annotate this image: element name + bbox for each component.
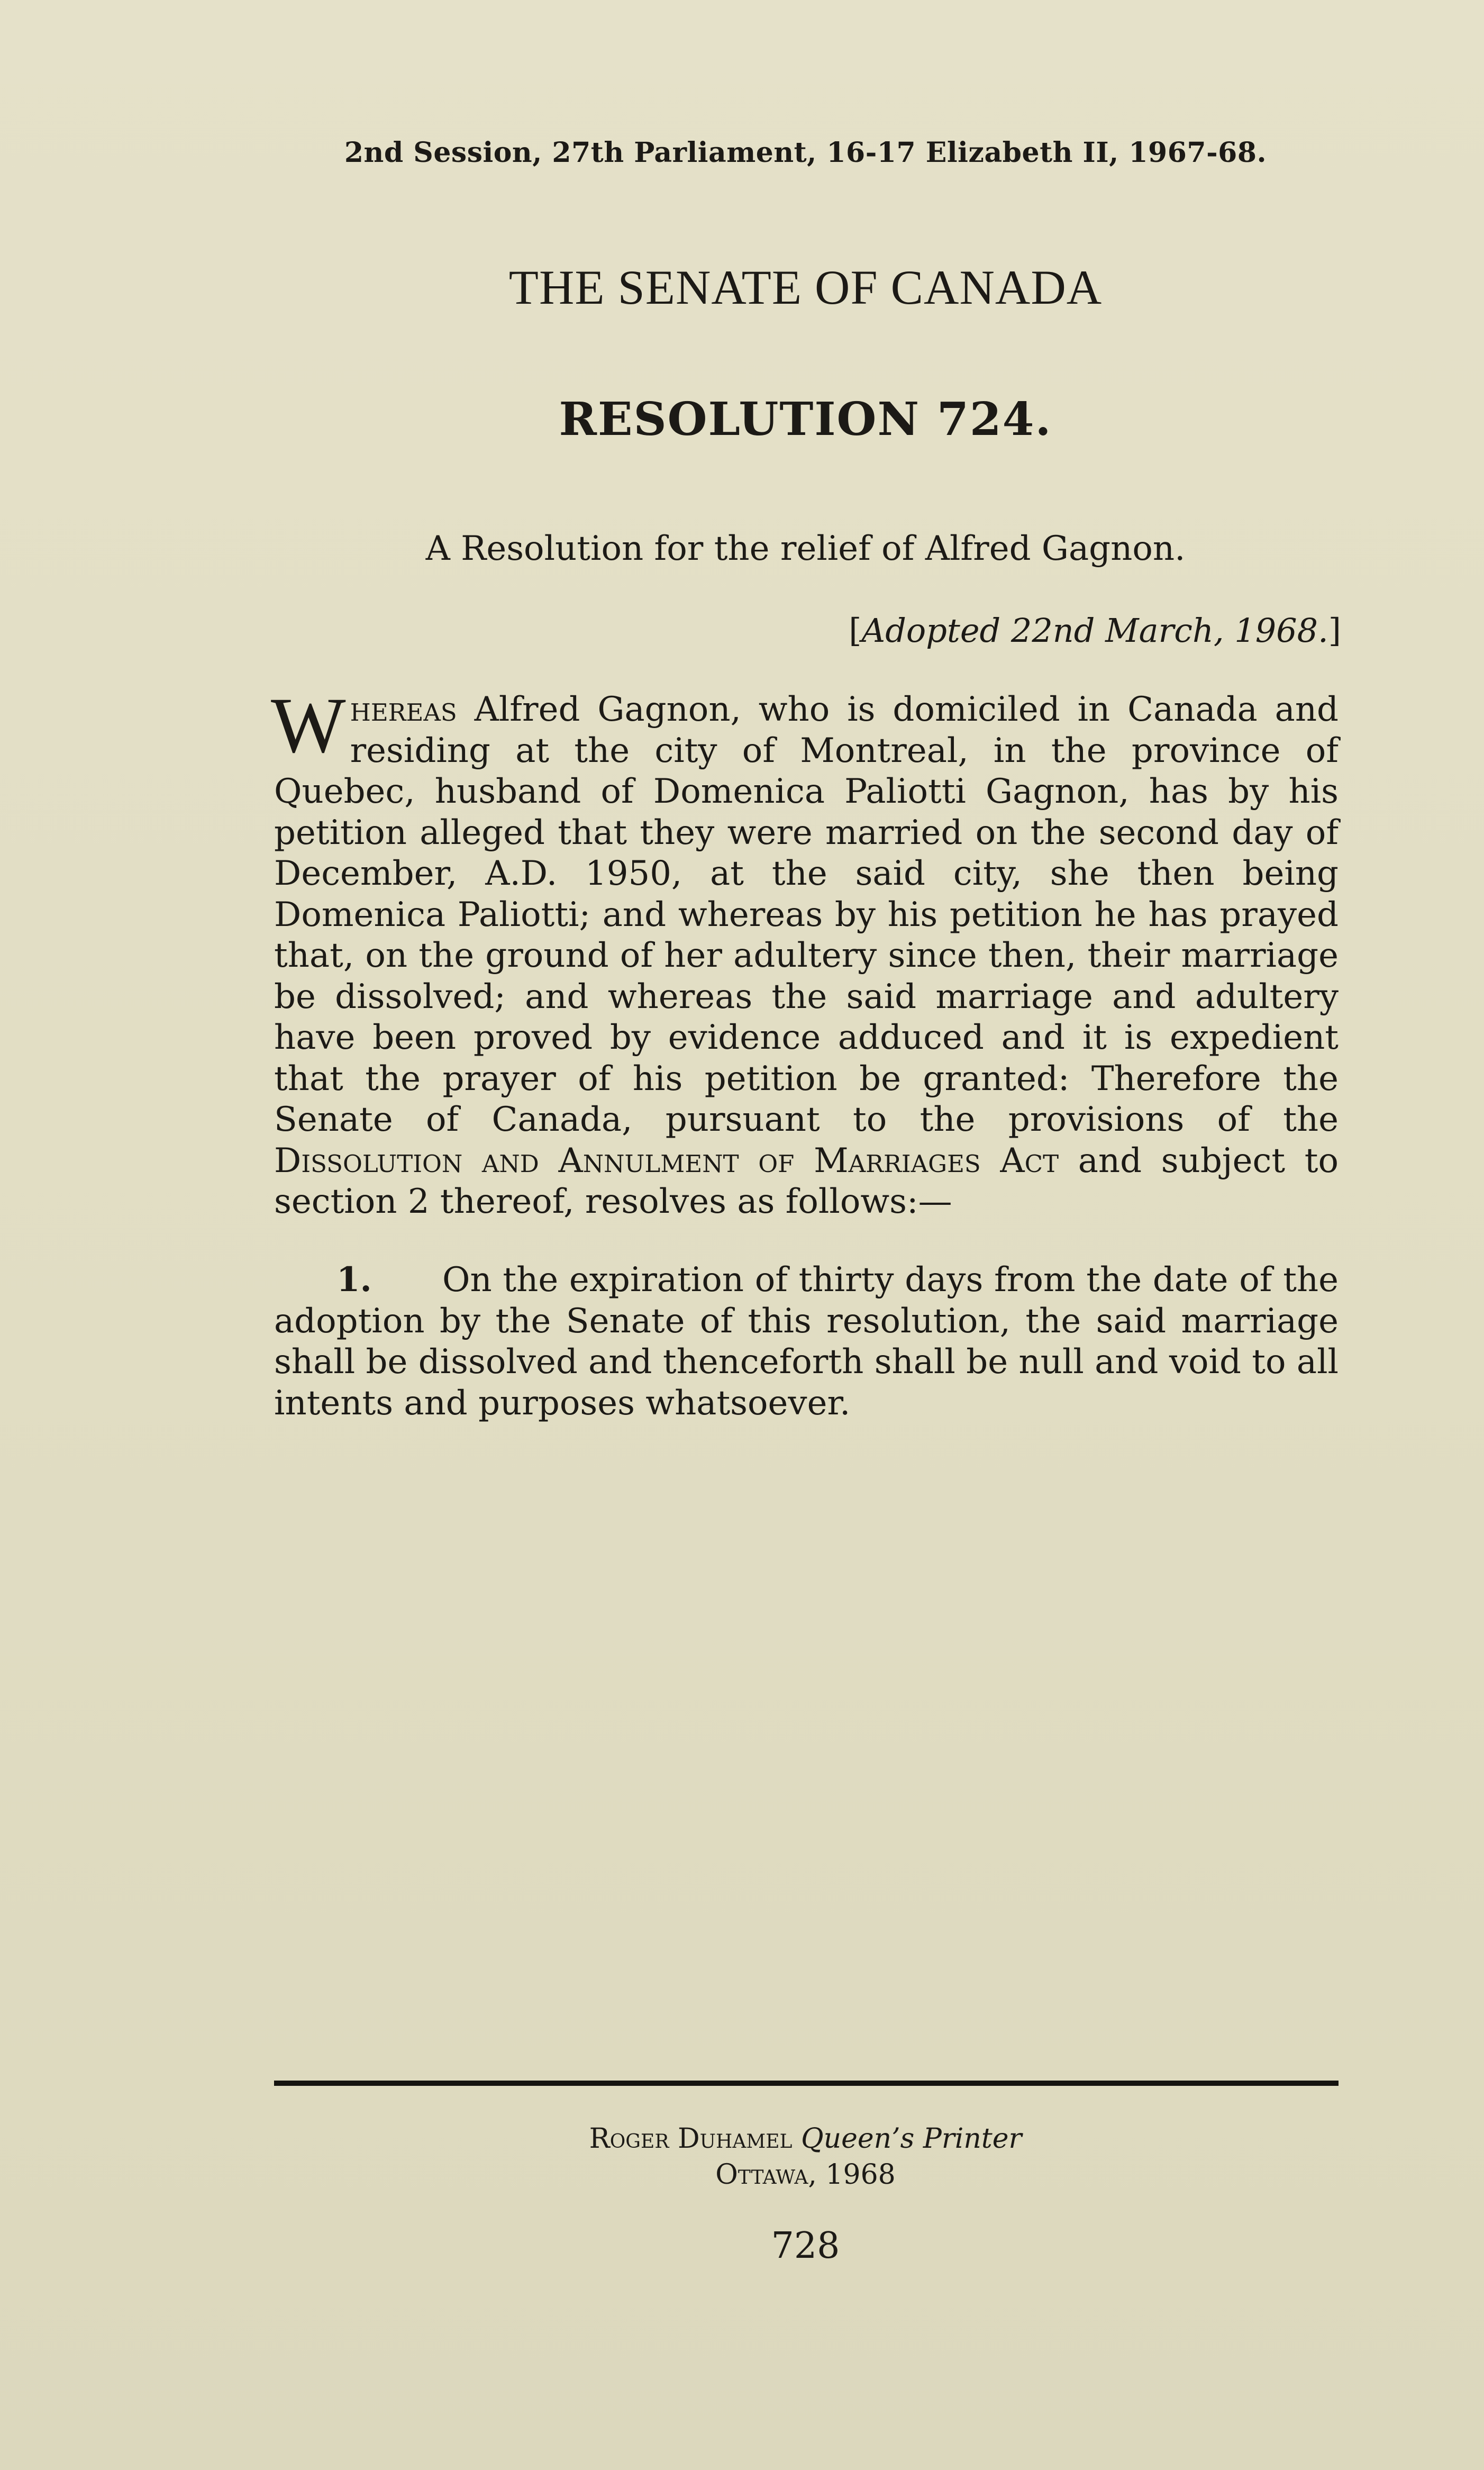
footer-rule xyxy=(274,2081,1339,2086)
resolution-subtitle: A Resolution for the relief of Alfred Gagnon. xyxy=(425,529,1186,568)
adoption-date-text: Adopted 22nd March, 1968. xyxy=(861,611,1328,650)
section-1-paragraph xyxy=(274,1259,1339,1424)
adoption-date xyxy=(849,611,1341,650)
section-number: 1. xyxy=(336,1260,372,1300)
printer-title: Queen’s Printer xyxy=(800,2123,1022,2155)
printer-location xyxy=(0,2159,1484,2191)
preamble-lead-word: hereas xyxy=(350,690,457,729)
session-header: 2nd Session, 27th Parliament, 16-17 Elizabeth II, 1967-68. xyxy=(344,137,1267,169)
printer-name: Roger Duhamel xyxy=(589,2123,793,2155)
adoption-bracket-open: [ xyxy=(849,611,862,650)
printer-year: , 1968 xyxy=(808,2159,896,2191)
printer-city: Ottawa xyxy=(715,2159,808,2191)
adoption-bracket-close: ] xyxy=(1328,611,1341,650)
printer-credit xyxy=(0,2123,1484,2155)
section-text: On the expiration of thirty days from the date of the adoption by the Senate of this resolution, the said marriage shall be dissolved and thenceforth shall be null and void to all intents and purposes whatsoever. xyxy=(274,1260,1339,1423)
page-number: 728 xyxy=(771,2225,840,2267)
document-body-title: THE SENATE OF CANADA xyxy=(508,260,1103,314)
drop-cap: W xyxy=(271,682,346,769)
act-name: Dissolution and Annulment of Marriages Act xyxy=(274,1141,1059,1180)
preamble-text-part-2: and subject to section 2 thereof, resolves as follows:— xyxy=(274,1141,1339,1221)
preamble-paragraph xyxy=(271,682,1339,1223)
resolution-number: RESOLUTION 724. xyxy=(559,393,1052,446)
preamble-text-part-1: Alfred Gagnon, who is domiciled in Canada and residing at the city of Montreal, in the province of Quebec, husband of Domenica Paliotti Gagnon, has by his petition alleged that they were married on the second day of December, A.D. 1950, at the said city, she then being Domenica Paliotti; and whereas by his petition he has prayed that, on the ground of her adultery since then, their marriage be dissolved; and whereas the said marriage and adultery have been proved by evidence adduced and it is expedient that the prayer of his petition be granted: Therefore the Senate of Canada, pursuant to the provisions of the xyxy=(274,690,1339,1139)
